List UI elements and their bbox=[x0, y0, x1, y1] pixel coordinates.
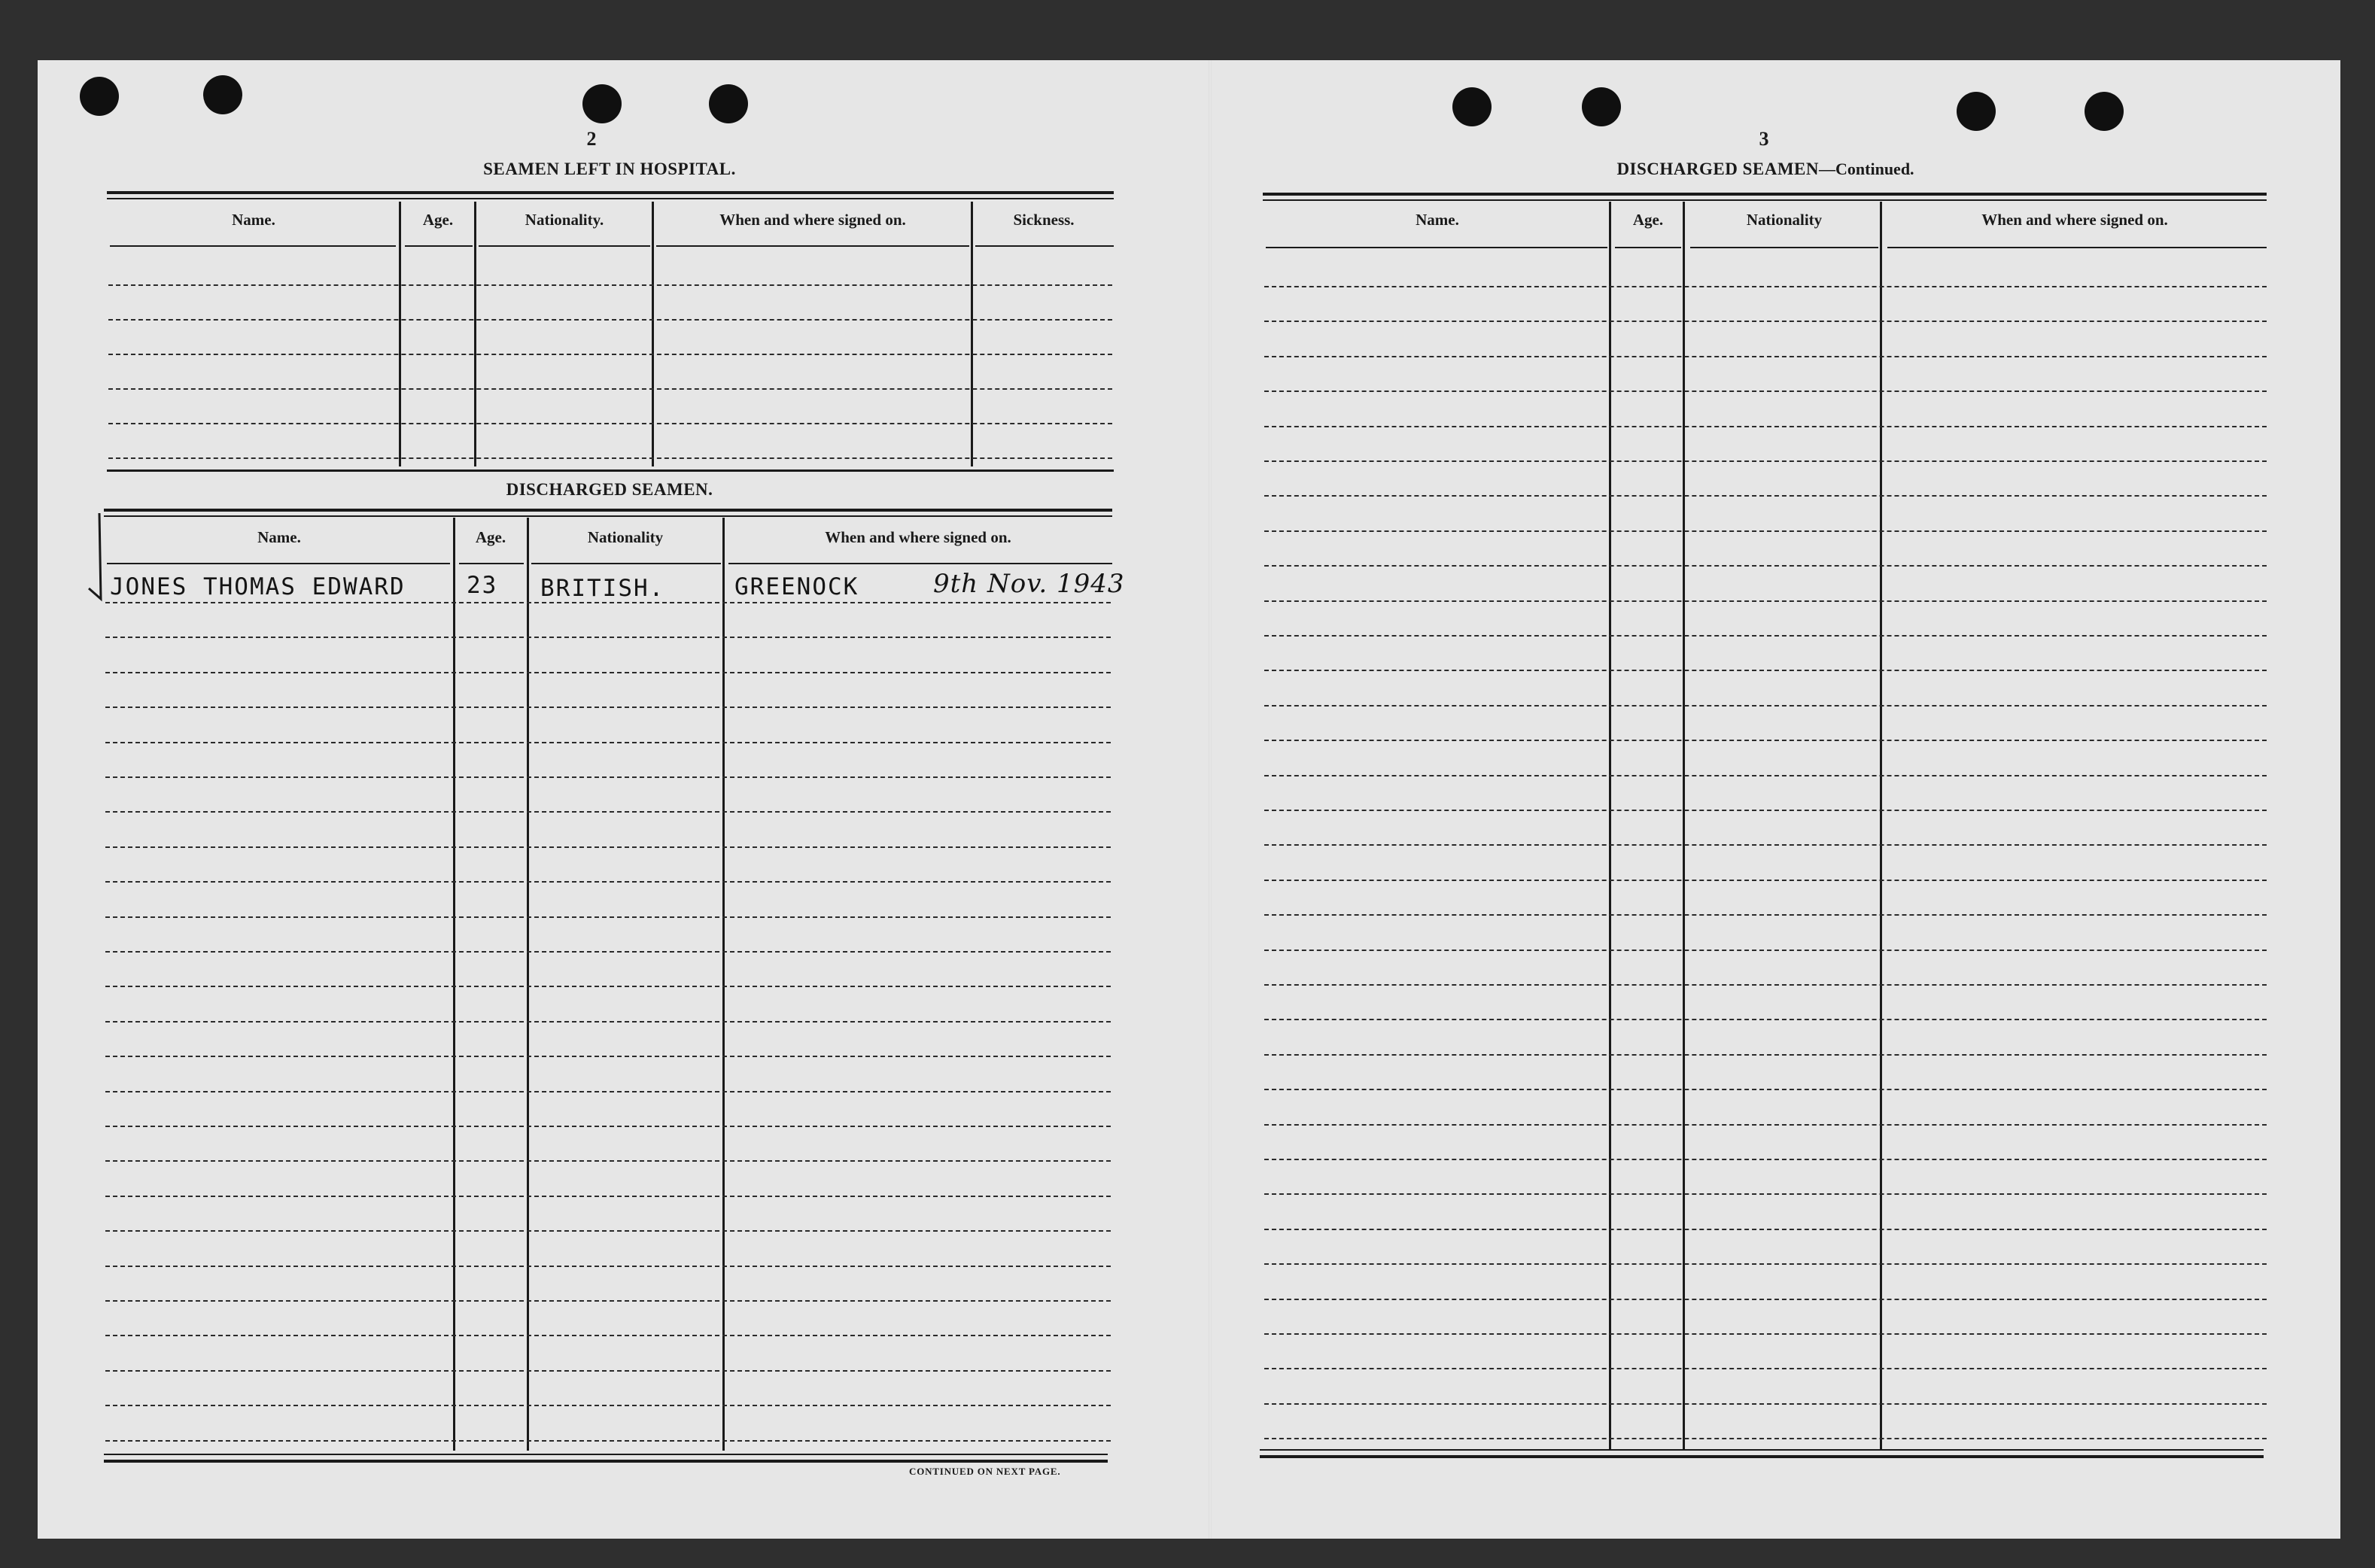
right-col-signed-on: When and where signed on. bbox=[1981, 211, 2168, 229]
hospital-col-age: Age. bbox=[422, 211, 454, 229]
right-bottom-rule bbox=[1260, 1455, 2264, 1458]
hospital-col-sickness: Sickness. bbox=[1013, 211, 1075, 229]
right-col-age: Age. bbox=[1632, 211, 1664, 229]
hospital-col-name: Name. bbox=[232, 211, 275, 229]
right-row-line bbox=[1264, 1229, 2267, 1230]
hospital-row-line bbox=[108, 423, 1112, 424]
right-row-line bbox=[1264, 1438, 2267, 1439]
right-top-rule bbox=[1263, 193, 2267, 196]
hospital-header-rule bbox=[975, 245, 1114, 247]
hospital-header-rule bbox=[405, 245, 473, 247]
right-col-divider bbox=[1880, 202, 1882, 1449]
right-row-line bbox=[1264, 600, 2267, 602]
right-row-line bbox=[1264, 460, 2267, 462]
right-row-line bbox=[1264, 321, 2267, 322]
right-row-line bbox=[1264, 740, 2267, 741]
right-row-line bbox=[1264, 984, 2267, 986]
discharged-row-line bbox=[105, 1370, 1111, 1372]
hospital-row-line bbox=[108, 354, 1112, 355]
discharged-header-rule bbox=[728, 563, 1112, 564]
discharged-col-nationality: Nationality bbox=[587, 528, 664, 546]
entry-nationality: BRITISH. bbox=[540, 575, 665, 602]
hospital-top-rule bbox=[107, 191, 1114, 194]
discharged-row-line bbox=[105, 637, 1111, 638]
entry-when: 9th Nov. 1943 bbox=[933, 569, 1125, 599]
right-col-divider bbox=[1609, 202, 1611, 1449]
discharged-row-line bbox=[105, 672, 1111, 673]
hospital-header-rule bbox=[479, 245, 650, 247]
continued-note: CONTINUED ON NEXT PAGE. bbox=[909, 1466, 1061, 1477]
discharged-row-line bbox=[105, 602, 1111, 603]
hospital-row-line bbox=[108, 388, 1112, 390]
hospital-row-line bbox=[108, 457, 1112, 459]
discharged-row-line bbox=[105, 1126, 1111, 1127]
right-col-name: Name. bbox=[1416, 211, 1459, 229]
hospital-col-divider bbox=[399, 202, 401, 466]
right-section-title-suffix: —Continued. bbox=[1819, 160, 1914, 178]
right-row-line bbox=[1264, 565, 2267, 567]
discharged-header-rule bbox=[531, 563, 721, 564]
right-row-line bbox=[1264, 426, 2267, 427]
hospital-bottom-rule bbox=[107, 469, 1114, 472]
discharged-top-rule bbox=[104, 509, 1112, 512]
discharged-row-line bbox=[105, 776, 1111, 778]
entry-name: JONES THOMAS EDWARD bbox=[110, 573, 406, 600]
punch-hole bbox=[1452, 87, 1492, 126]
right-header-rule bbox=[1887, 247, 2267, 248]
right-row-line bbox=[1264, 635, 2267, 637]
hospital-col-nationality: Nationality. bbox=[525, 211, 604, 229]
punch-hole bbox=[2085, 92, 2124, 131]
page-fold bbox=[1209, 60, 1212, 1539]
right-row-line bbox=[1264, 1368, 2267, 1369]
discharged-row-line bbox=[105, 1230, 1111, 1232]
discharged-row-line bbox=[105, 951, 1111, 953]
discharged-header-rule bbox=[107, 563, 450, 564]
punch-hole bbox=[1957, 92, 1996, 131]
hospital-section-title: SEAMEN LEFT IN HOSPITAL. bbox=[483, 160, 736, 178]
punch-hole bbox=[203, 75, 242, 114]
right-row-line bbox=[1264, 670, 2267, 671]
punch-hole bbox=[582, 84, 622, 123]
hospital-col-divider bbox=[971, 202, 973, 466]
right-row-line bbox=[1264, 495, 2267, 497]
right-row-line bbox=[1264, 1159, 2267, 1160]
discharged-col-age: Age. bbox=[475, 528, 506, 546]
right-section-title bbox=[1261, 160, 2270, 179]
right-row-line bbox=[1264, 914, 2267, 916]
right-row-line bbox=[1264, 705, 2267, 707]
right-row-line bbox=[1264, 530, 2267, 532]
discharged-header-rule bbox=[459, 563, 524, 564]
right-row-line bbox=[1264, 844, 2267, 846]
entry-where: GREENOCK bbox=[734, 573, 859, 600]
discharged-row-line bbox=[105, 1160, 1111, 1162]
right-row-line bbox=[1264, 1124, 2267, 1126]
punch-hole bbox=[709, 84, 748, 123]
discharged-row-line bbox=[105, 1335, 1111, 1336]
hospital-header-rule bbox=[110, 245, 396, 247]
discharged-bottom-rule bbox=[104, 1460, 1108, 1463]
discharged-row-line bbox=[105, 1266, 1111, 1267]
right-row-line bbox=[1264, 1333, 2267, 1335]
hospital-row-line bbox=[108, 284, 1112, 286]
right-row-line bbox=[1264, 1054, 2267, 1056]
right-row-line bbox=[1264, 1193, 2267, 1195]
right-col-nationality: Nationality bbox=[1746, 211, 1823, 229]
discharged-row-line bbox=[105, 881, 1111, 883]
hospital-col-signed-on: When and where signed on. bbox=[719, 211, 906, 229]
right-row-line bbox=[1264, 950, 2267, 951]
hospital-top-rule bbox=[107, 198, 1114, 199]
right-header-rule bbox=[1690, 247, 1878, 248]
discharged-col-divider bbox=[453, 518, 455, 1451]
discharged-row-line bbox=[105, 707, 1111, 708]
right-row-line bbox=[1264, 880, 2267, 881]
right-row-line bbox=[1264, 286, 2267, 287]
discharged-section-title: DISCHARGED SEAMEN. bbox=[506, 480, 713, 499]
discharged-top-rule bbox=[104, 515, 1112, 517]
punch-hole bbox=[80, 77, 119, 116]
right-row-line bbox=[1264, 1263, 2267, 1265]
discharged-row-line bbox=[105, 1196, 1111, 1197]
right-col-divider bbox=[1683, 202, 1685, 1449]
discharged-row-line bbox=[105, 742, 1111, 743]
margin-tick-mark bbox=[78, 510, 108, 608]
discharged-row-line bbox=[105, 1300, 1111, 1302]
right-row-line bbox=[1264, 810, 2267, 811]
hospital-col-divider bbox=[652, 202, 654, 466]
discharged-row-line bbox=[105, 986, 1111, 987]
right-row-line bbox=[1264, 1089, 2267, 1090]
discharged-row-line bbox=[105, 1056, 1111, 1057]
hospital-header-rule bbox=[656, 245, 969, 247]
right-header-rule bbox=[1266, 247, 1607, 248]
hospital-row-line bbox=[108, 319, 1112, 321]
right-row-line bbox=[1264, 1299, 2267, 1300]
right-row-line bbox=[1264, 775, 2267, 776]
discharged-col-name: Name. bbox=[257, 528, 301, 546]
discharged-col-divider bbox=[722, 518, 725, 1451]
discharged-row-line bbox=[105, 811, 1111, 813]
discharged-row-line bbox=[105, 846, 1111, 848]
discharged-row-line bbox=[105, 916, 1111, 918]
discharged-row-line bbox=[105, 1405, 1111, 1406]
right-top-rule bbox=[1263, 199, 2267, 201]
discharged-row-line bbox=[105, 1021, 1111, 1023]
right-row-line bbox=[1264, 1403, 2267, 1405]
discharged-row-line bbox=[105, 1440, 1111, 1442]
right-row-line bbox=[1264, 1019, 2267, 1020]
right-row-line bbox=[1264, 356, 2267, 357]
right-section-title-main: DISCHARGED SEAMEN bbox=[1616, 160, 1820, 178]
discharged-col-signed-on: When and where signed on. bbox=[825, 528, 1011, 546]
right-header-rule bbox=[1615, 247, 1681, 248]
hospital-col-divider bbox=[474, 202, 476, 466]
punch-hole bbox=[1582, 87, 1621, 126]
discharged-bottom-rule bbox=[104, 1454, 1108, 1455]
right-row-line bbox=[1264, 390, 2267, 392]
right-page-number: 3 bbox=[1759, 128, 1769, 150]
discharged-row-line bbox=[105, 1091, 1111, 1092]
left-page-number: 2 bbox=[586, 128, 597, 150]
discharged-col-divider bbox=[527, 518, 529, 1451]
document-sheet bbox=[38, 60, 2340, 1539]
entry-age: 23 bbox=[467, 572, 498, 599]
right-bottom-rule bbox=[1260, 1449, 2264, 1451]
